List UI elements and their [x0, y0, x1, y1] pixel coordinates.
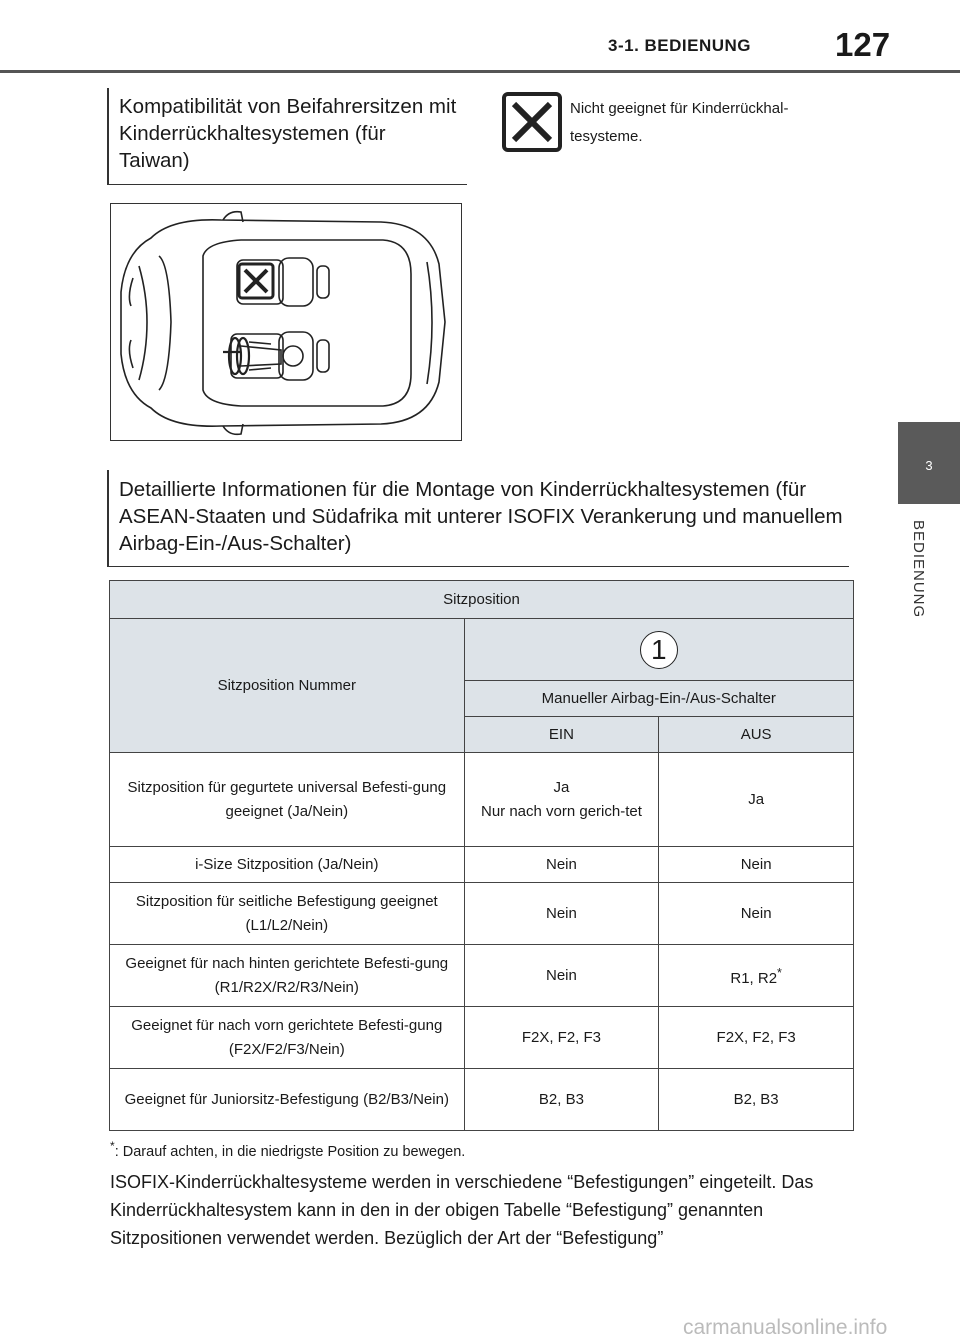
section-title: 3-1. BEDIENUNG: [608, 36, 752, 55]
detail-heading: Detaillierte Informationen für die Montage von Kinderrückhaltesystemen (für ASEAN-Staaten und Südafrika mit unterer ISOFIX Verankerung und manuellem Airbag-Ein-/Aus-Schalter): [119, 478, 843, 555]
isofix-anchor-marker: [223, 338, 249, 374]
row-aus: Ja: [659, 753, 854, 847]
body-paragraph: ISOFIX-Kinderrückhaltesysteme werden in verschiedene “Befestigungen” eingeteilt. Das Kinderrückhaltesystem kann in den in der obigen Tabelle “Befestigung” genannten Sitzpositionen verwendet werden. Bezüglich der Art der “Befestigung”: [110, 1172, 814, 1248]
row-aus-value: R1, R2: [730, 969, 778, 987]
row-ein: Nein: [464, 945, 659, 1007]
taiwan-heading-box: [107, 88, 467, 185]
row-aus: [659, 945, 854, 1007]
chapter-label: BEDIENUNG: [910, 520, 927, 619]
row-ein: Nein: [464, 883, 659, 945]
row-aus: Nein: [659, 847, 854, 883]
table-header-sitzposition: Sitzposition: [110, 581, 854, 619]
taiwan-heading: Kompatibilität von Beifahrersitzen mit Kinderrückhaltesystemen (für Taiwan): [119, 95, 457, 172]
row-aus: Nein: [659, 883, 854, 945]
table-row: [110, 1069, 854, 1131]
page-number: 127: [835, 26, 891, 63]
x-box-icon: [502, 92, 562, 152]
row-ein: B2, B3: [464, 1069, 659, 1131]
row-aus: F2X, F2, F3: [659, 1007, 854, 1069]
row-ein: F2X, F2, F3: [464, 1007, 659, 1069]
table-row: [110, 847, 854, 883]
row-aus: B2, B3: [659, 1069, 854, 1131]
footnote-text: : Darauf achten, in die niedrigste Position zu bewegen.: [114, 1143, 466, 1160]
col-aus-header: AUS: [659, 717, 854, 753]
chapter-number: 3: [925, 458, 933, 473]
position-number-cell: [464, 619, 853, 681]
table-row: [110, 883, 854, 945]
not-suitable-marker: [239, 264, 273, 298]
row-label: Sitzposition für seitliche Befestigung geeignet (L1/L2/Nein): [110, 883, 465, 945]
footnote: [110, 1139, 465, 1160]
watermark: carmanualsonline.info: [683, 1316, 888, 1339]
footnote-mark: *: [777, 965, 782, 980]
position-number-badge: 1: [640, 631, 678, 669]
row-ein-line1: Ja: [553, 778, 570, 796]
table-row: [110, 753, 854, 847]
table-row: [110, 945, 854, 1007]
row-label: Geeignet für nach vorn gerichtete Befesti-gung (F2X/F2/F3/Nein): [110, 1007, 465, 1069]
isofix-table: [109, 580, 854, 1131]
row-label: Sitzposition für gegurtete universal Befesti-gung geeignet (Ja/Nein): [110, 753, 465, 847]
row-label: Geeignet für Juniorsitz-Befestigung (B2/B3/Nein): [110, 1069, 465, 1131]
col-ein-header: EIN: [464, 717, 659, 753]
footnote-asterisk: *: [110, 1139, 115, 1153]
row-label: i-Size Sitzposition (Ja/Nein): [110, 847, 465, 883]
detail-heading-box: [107, 470, 849, 567]
legend-text: Nicht geeignet für Kinderrückhal-tesysteme.: [570, 100, 789, 145]
row-label: Geeignet für nach hinten gerichtete Befesti-gung (R1/R2X/R2/R3/Nein): [110, 945, 465, 1007]
row-ein: [464, 753, 659, 847]
header-divider: [0, 70, 960, 73]
car-diagram: [110, 203, 462, 441]
table-row: [110, 1007, 854, 1069]
row-ein: Nein: [464, 847, 659, 883]
switch-header: Manueller Airbag-Ein-/Aus-Schalter: [464, 681, 853, 717]
table-header-nummer: Sitzposition Nummer: [110, 619, 465, 753]
car-top-view-illustration: [111, 204, 461, 440]
row-ein-line2: Nur nach vorn gerich-tet: [480, 802, 642, 820]
